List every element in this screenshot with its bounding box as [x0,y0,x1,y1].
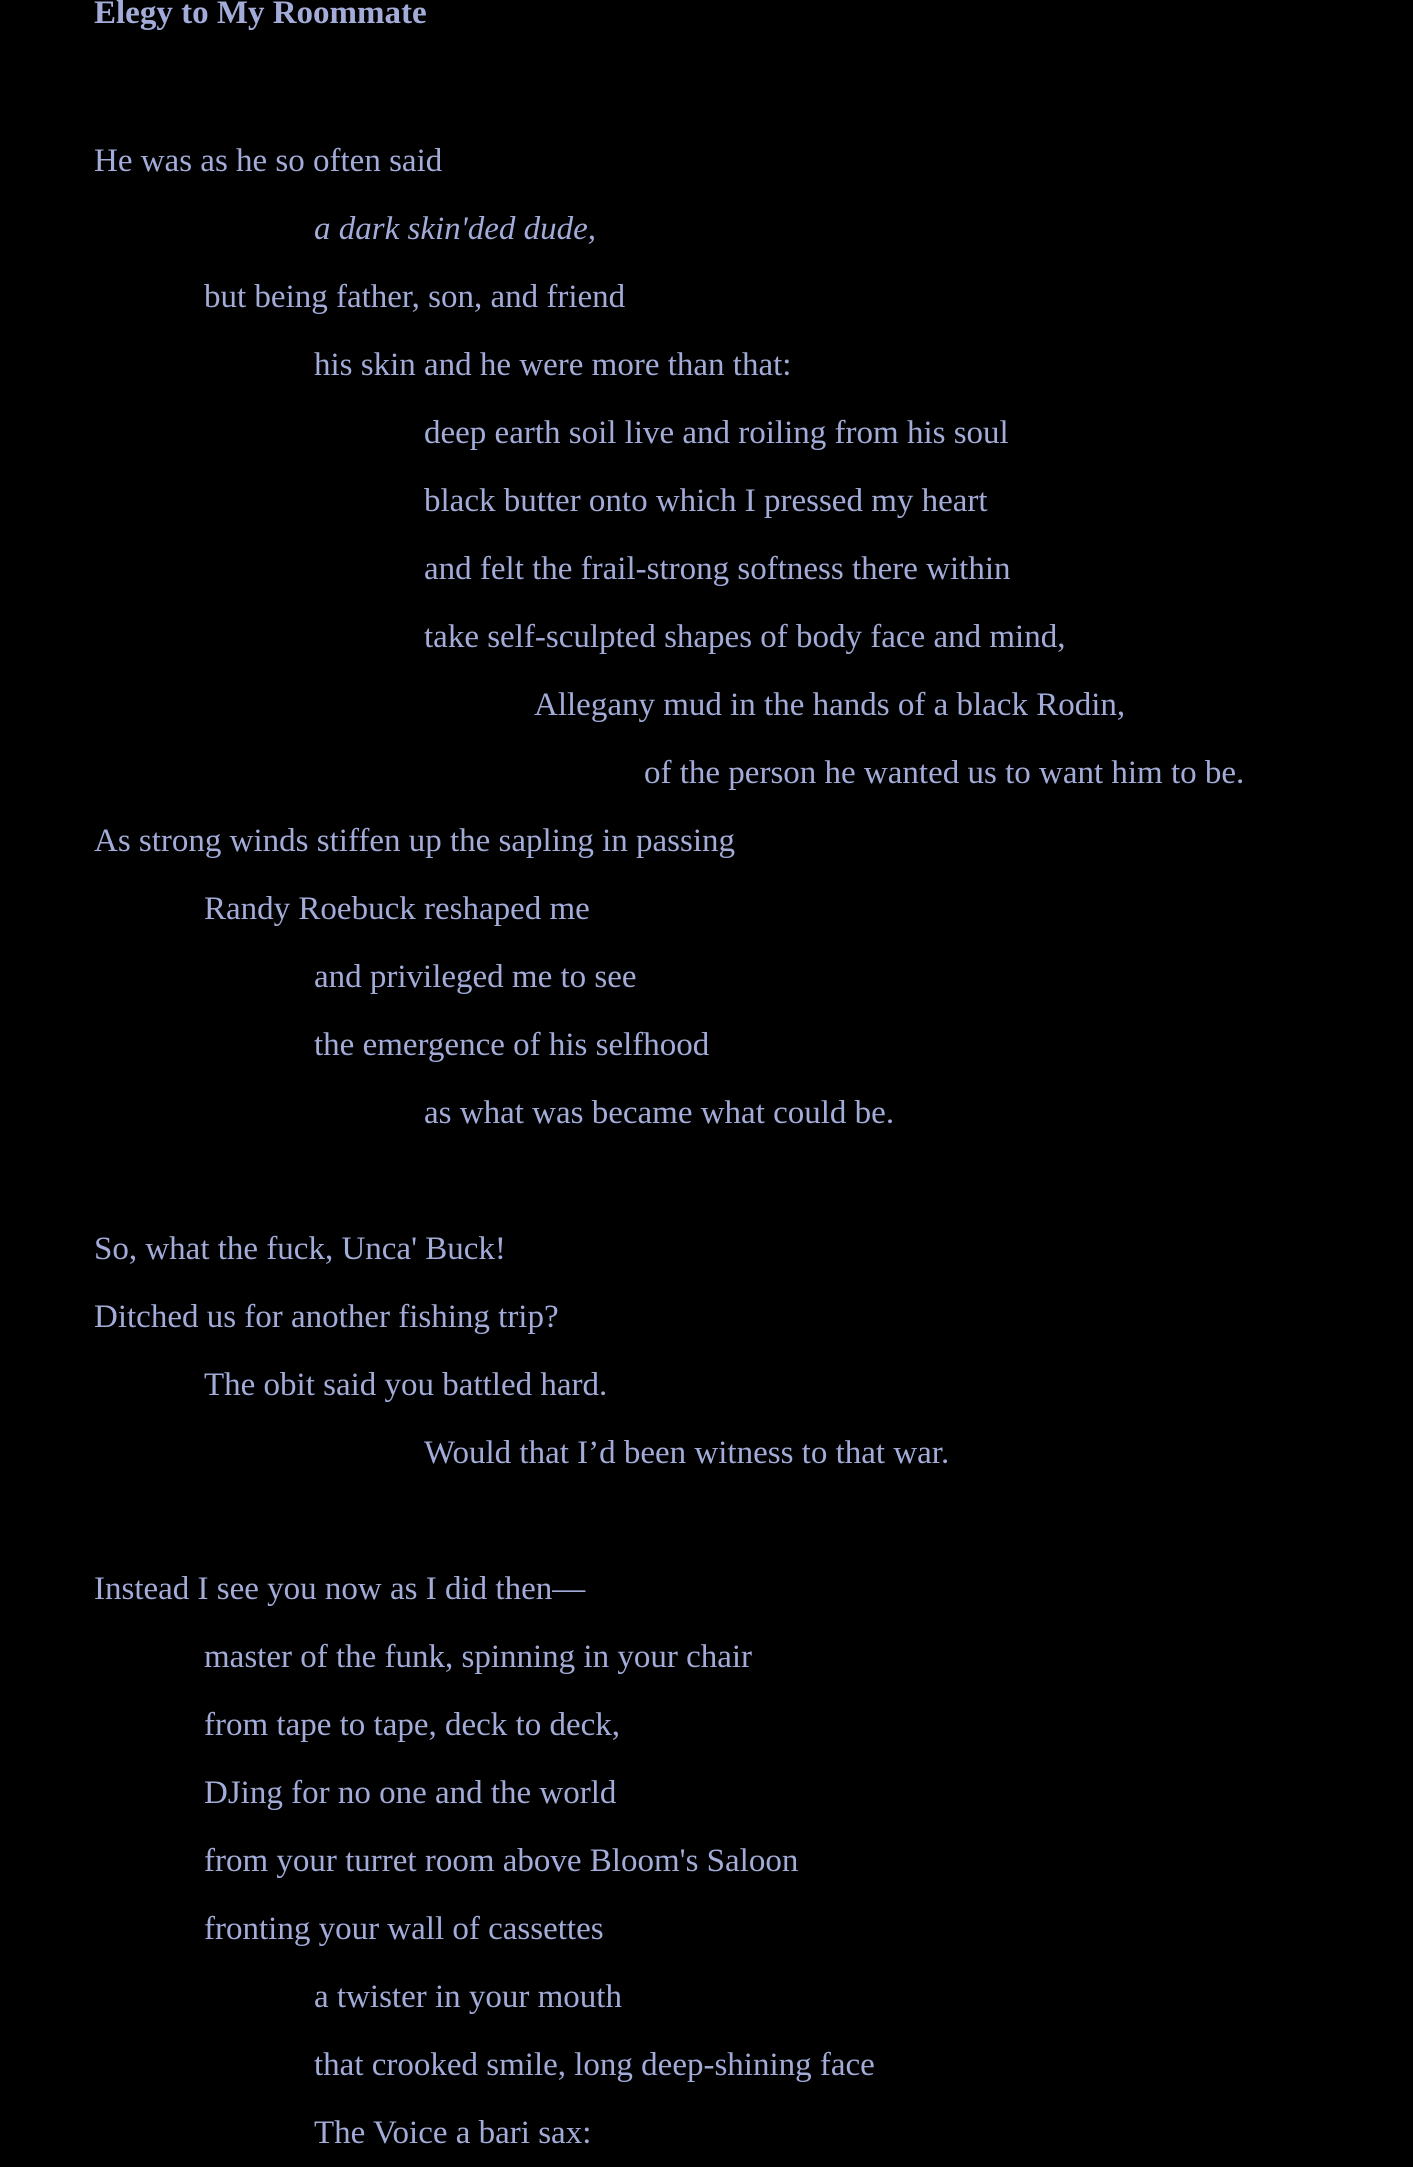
title-spacer [94,30,1394,127]
poem-line: a twister in your mouth [314,1979,622,2015]
stanza-3 [94,1555,1394,2167]
poem-line: Instead I see you now as I did then— [94,1571,586,1607]
poem-line: and privileged me to see [314,959,637,995]
poem-line: but being father, son, and friend [204,279,626,315]
poem-line: master of the funk, spinning in your chair [204,1639,753,1675]
poem [94,0,1394,2167]
stanza-break [94,1487,1394,1555]
poem-line: fronting your wall of cassettes [204,1911,604,1947]
poem-line: The obit said you battled hard. [204,1367,608,1403]
poem-line: DJing for no one and the world [204,1775,617,1811]
poem-line: Randy Roebuck reshaped me [204,891,590,927]
poem-line: the emergence of his selfhood [314,1027,710,1063]
poem-line: and felt the frail-strong softness there within [424,551,1011,587]
poem-title: Elegy to My Roommate [94,0,427,31]
poem-line: from your turret room above Bloom's Saloon [204,1843,799,1879]
poem-line: take self-sculpted shapes of body face and mind, [424,619,1066,655]
poem-line: black butter onto which I pressed my heart [424,483,988,519]
poem-line: The Voice a bari sax: [314,2115,592,2151]
stanza-1 [94,127,1394,1147]
poem-line: Ditched us for another fishing trip? [94,1299,559,1335]
stanza-2 [94,1215,1394,1487]
poem-line: Would that I’d been witness to that war. [424,1435,950,1471]
poem-line: that crooked smile, long deep-shining face [314,2047,875,2083]
poem-line: deep earth soil live and roiling from his soul [424,415,1009,451]
poem-line: his skin and he were more than that: [314,347,792,383]
poem-line: Allegany mud in the hands of a black Rodin, [534,687,1126,723]
poem-line: from tape to tape, deck to deck, [204,1707,620,1743]
poem-line: As strong winds stiffen up the sapling in passing [94,823,736,859]
poem-line: of the person he wanted us to want him to be. [644,755,1245,791]
poem-line: a dark skin'ded dude, [314,211,596,247]
poem-line: as what was became what could be. [424,1095,895,1131]
poem-line: So, what the fuck, Unca' Buck! [94,1231,506,1267]
poem-line: He was as he so often said [94,143,443,179]
stanza-break [94,1147,1394,1215]
